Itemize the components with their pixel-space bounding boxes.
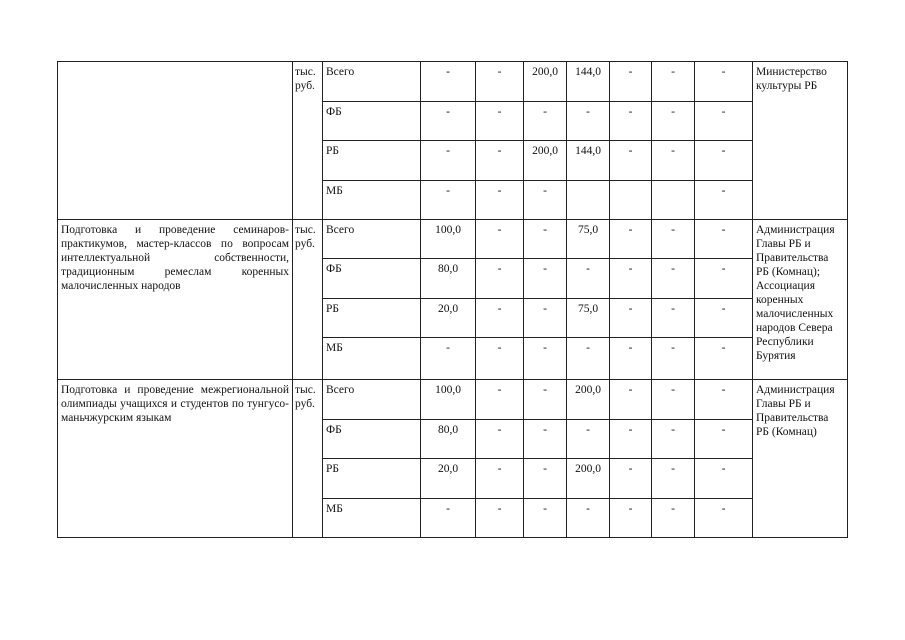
value-cell: - xyxy=(610,62,652,102)
unit-cell: тыс. руб. xyxy=(293,380,323,538)
value-cell: - xyxy=(421,102,476,141)
value-cell: - xyxy=(524,102,567,141)
value-cell: - xyxy=(695,181,753,220)
table-row xyxy=(58,380,848,420)
value-cell: 75,0 xyxy=(567,220,610,259)
value-cell: - xyxy=(610,499,652,538)
funding-category: Всего xyxy=(323,220,421,259)
funding-category: РБ xyxy=(323,459,421,499)
unit-cell: тыс. руб. xyxy=(293,62,323,220)
funding-category: РБ xyxy=(323,299,421,338)
funding-category: ФБ xyxy=(323,259,421,299)
funding-category: МБ xyxy=(323,181,421,220)
value-cell: - xyxy=(610,420,652,459)
value-cell: - xyxy=(610,220,652,259)
value-cell: - xyxy=(524,459,567,499)
value-cell: - xyxy=(567,499,610,538)
value-cell: - xyxy=(567,102,610,141)
value-cell: - xyxy=(567,338,610,380)
funding-category: МБ xyxy=(323,499,421,538)
budget-table xyxy=(57,61,848,538)
value-cell: - xyxy=(476,420,524,459)
value-cell: - xyxy=(652,459,695,499)
value-cell: - xyxy=(610,102,652,141)
value-cell: - xyxy=(610,141,652,181)
value-cell: - xyxy=(610,380,652,420)
value-cell: - xyxy=(695,459,753,499)
value-cell: - xyxy=(695,259,753,299)
value-cell: - xyxy=(524,338,567,380)
value-cell: - xyxy=(695,141,753,181)
value-cell: - xyxy=(695,338,753,380)
value-cell: - xyxy=(652,380,695,420)
value-cell: - xyxy=(652,259,695,299)
unit-cell: тыс. руб. xyxy=(293,220,323,380)
value-cell: - xyxy=(524,420,567,459)
value-cell: - xyxy=(476,338,524,380)
responsible-organization: Администрация Главы РБ и Правительства РБ (Комнац); Ассоциация коренных малочисленных народов Севера Республики Бурятия xyxy=(753,220,848,380)
value-cell: - xyxy=(567,420,610,459)
value-cell: - xyxy=(476,380,524,420)
value-cell: - xyxy=(476,102,524,141)
funding-category: РБ xyxy=(323,141,421,181)
value-cell: 75,0 xyxy=(567,299,610,338)
value-cell: - xyxy=(695,299,753,338)
value-cell: 200,0 xyxy=(567,459,610,499)
value-cell: 144,0 xyxy=(567,141,610,181)
value-cell: - xyxy=(695,420,753,459)
value-cell: - xyxy=(476,181,524,220)
value-cell: - xyxy=(652,338,695,380)
value-cell: - xyxy=(476,299,524,338)
value-cell: - xyxy=(476,259,524,299)
responsible-organization: Министерство культуры РБ xyxy=(753,62,848,220)
table-row xyxy=(58,62,848,102)
value-cell xyxy=(652,181,695,220)
value-cell: - xyxy=(524,181,567,220)
value-cell: - xyxy=(476,459,524,499)
value-cell xyxy=(567,181,610,220)
value-cell: 100,0 xyxy=(421,220,476,259)
value-cell xyxy=(610,181,652,220)
value-cell: - xyxy=(610,338,652,380)
value-cell: - xyxy=(524,499,567,538)
value-cell: 20,0 xyxy=(421,459,476,499)
value-cell: - xyxy=(695,62,753,102)
value-cell: - xyxy=(476,499,524,538)
value-cell: - xyxy=(652,499,695,538)
funding-category: ФБ xyxy=(323,420,421,459)
value-cell: 20,0 xyxy=(421,299,476,338)
value-cell: 200,0 xyxy=(567,380,610,420)
value-cell: - xyxy=(652,299,695,338)
value-cell: - xyxy=(476,62,524,102)
value-cell: - xyxy=(652,62,695,102)
value-cell: - xyxy=(652,141,695,181)
funding-category: ФБ xyxy=(323,102,421,141)
responsible-organization: Администрация Главы РБ и Правительства РБ (Комнац) xyxy=(753,380,848,538)
funding-category: Всего xyxy=(323,380,421,420)
value-cell: 200,0 xyxy=(524,141,567,181)
value-cell: - xyxy=(610,459,652,499)
table-body xyxy=(58,62,848,538)
value-cell: - xyxy=(524,380,567,420)
value-cell: - xyxy=(567,259,610,299)
activity-description: Подготовка и проведение межрегиональной олимпиады учащихся и студентов по тунгусо-маньчжурским языкам xyxy=(58,380,293,538)
value-cell: 80,0 xyxy=(421,259,476,299)
value-cell: - xyxy=(476,141,524,181)
activity-description xyxy=(58,62,293,220)
value-cell: - xyxy=(421,141,476,181)
table-row xyxy=(58,220,848,259)
value-cell: - xyxy=(652,220,695,259)
value-cell: - xyxy=(524,299,567,338)
value-cell: - xyxy=(421,62,476,102)
value-cell: - xyxy=(421,499,476,538)
value-cell: - xyxy=(610,259,652,299)
value-cell: - xyxy=(652,102,695,141)
value-cell: 200,0 xyxy=(524,62,567,102)
funding-category: МБ xyxy=(323,338,421,380)
value-cell: 80,0 xyxy=(421,420,476,459)
value-cell: - xyxy=(421,338,476,380)
value-cell: - xyxy=(695,102,753,141)
value-cell: - xyxy=(421,181,476,220)
value-cell: - xyxy=(652,420,695,459)
funding-category: Всего xyxy=(323,62,421,102)
value-cell: - xyxy=(524,220,567,259)
value-cell: 144,0 xyxy=(567,62,610,102)
value-cell: - xyxy=(695,499,753,538)
value-cell: - xyxy=(524,259,567,299)
value-cell: - xyxy=(695,220,753,259)
value-cell: - xyxy=(610,299,652,338)
value-cell: - xyxy=(695,380,753,420)
activity-description: Подготовка и проведение семинаров-практикумов, мастер-классов по вопросам интеллектуальной собственности, традиционным ремеслам коренных малочисленных народов xyxy=(58,220,293,380)
value-cell: 100,0 xyxy=(421,380,476,420)
value-cell: - xyxy=(476,220,524,259)
